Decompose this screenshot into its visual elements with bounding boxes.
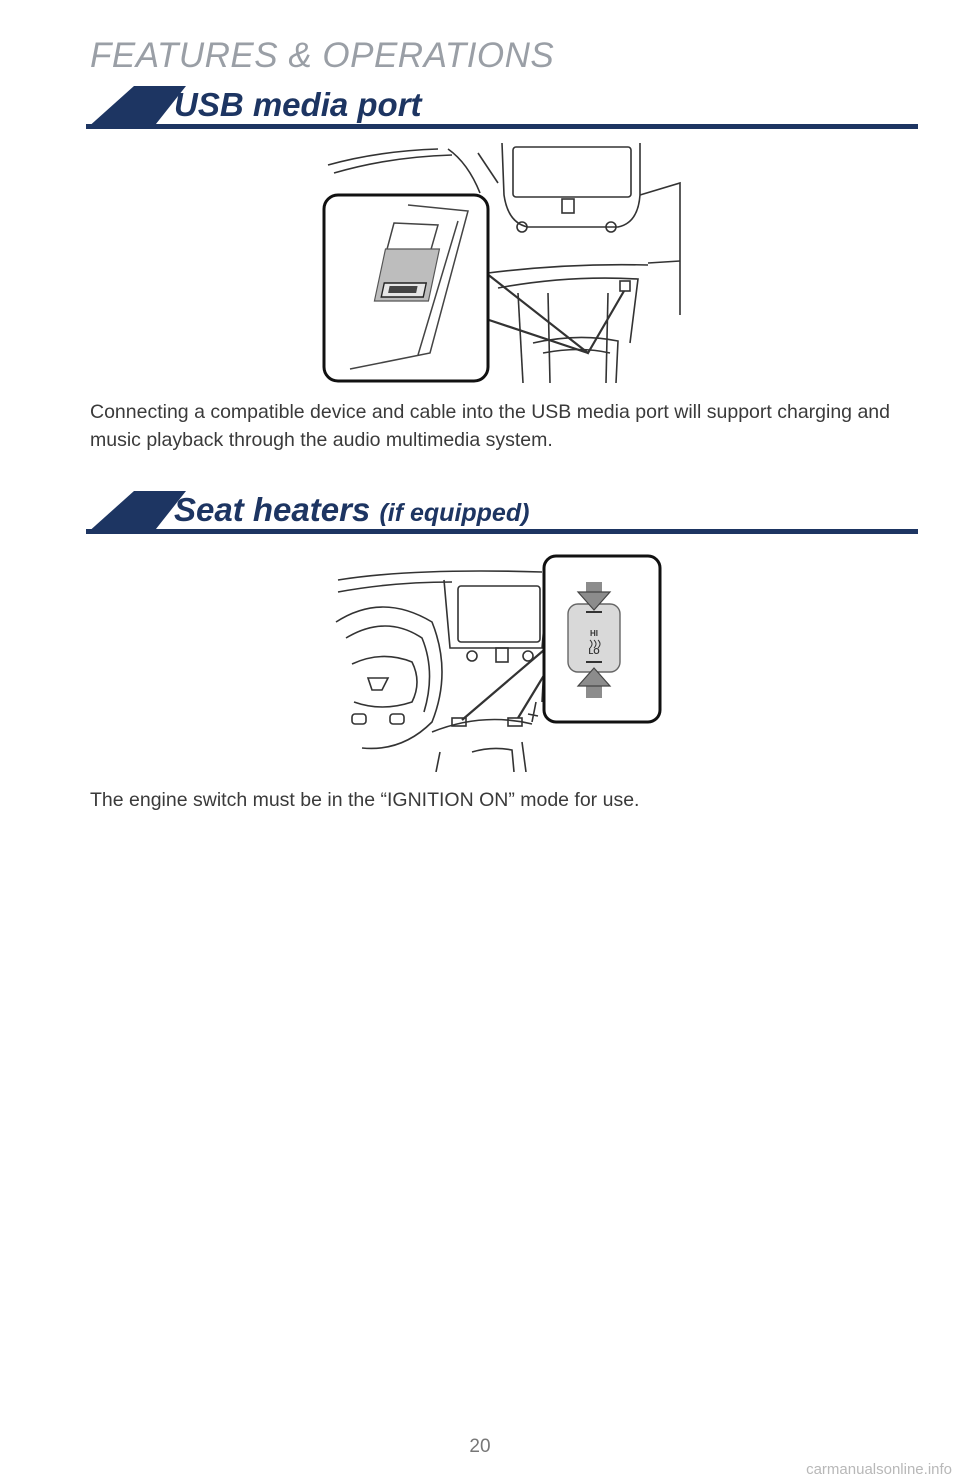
usb-description: Connecting a compatible device and cable into the USB media port will support charging and music playback through the audio multimedia system. (90, 401, 890, 451)
usb-port-illustration (318, 143, 690, 385)
watermark: carmanualsonline.info (806, 1461, 952, 1478)
section-title-usb (174, 86, 422, 124)
section-title-text: Seat heaters (174, 491, 371, 528)
chapter-title: FEATURES & OPERATIONS (90, 36, 555, 75)
section-title-text: USB media port (174, 86, 422, 123)
seat-heater-illustration (332, 552, 666, 772)
page-number: 20 (469, 1436, 491, 1457)
section-subtitle: (if equipped) (379, 499, 530, 527)
hi-label: HI (590, 629, 598, 638)
seat-heater-description: The engine switch must be in the “IGNITION ON” mode for use. (90, 789, 640, 811)
section-header-seat-heaters (86, 491, 918, 535)
lo-label: LO (588, 647, 600, 656)
section-header-usb (86, 86, 918, 130)
section-title-seat-heaters (174, 491, 529, 529)
